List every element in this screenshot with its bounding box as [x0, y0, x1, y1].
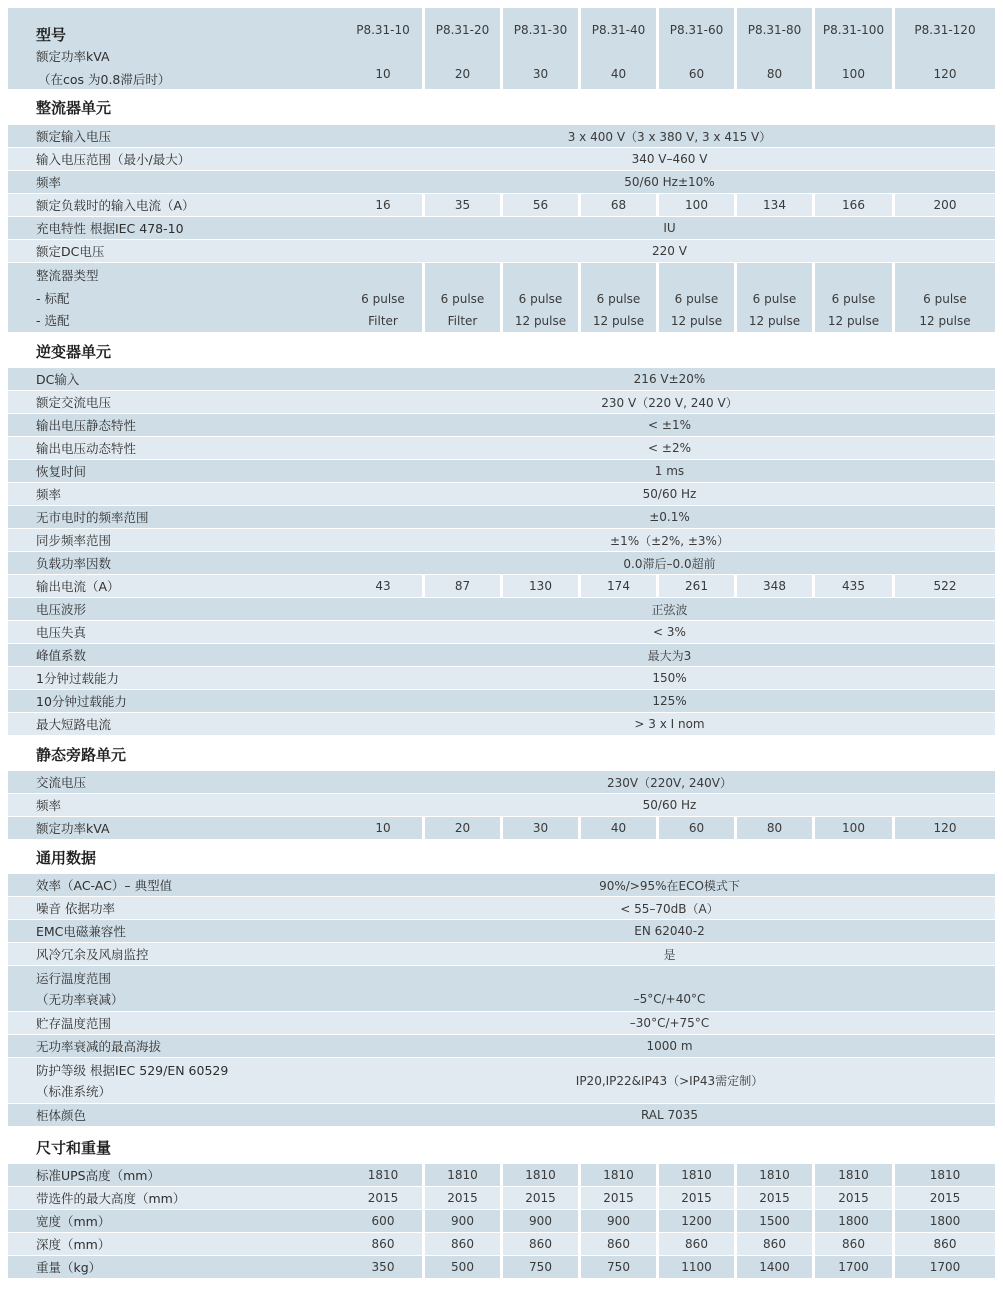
row-values — [344, 1187, 995, 1209]
bypass-table — [8, 771, 995, 839]
value-cell: 2015 — [578, 1187, 656, 1209]
row-values — [344, 771, 995, 793]
value-cell: 900 — [500, 1210, 578, 1232]
row-label: 额定DC电压 — [36, 244, 105, 259]
header-cos-note: （在cos 为0.8滞后时） — [38, 72, 171, 87]
row-values — [344, 460, 995, 482]
rectifier-opt-value: 12 pulse — [592, 314, 645, 328]
value-cell: 100 — [656, 194, 734, 216]
row-label: 频率 — [36, 487, 62, 502]
table-row — [8, 1104, 995, 1126]
row-values — [344, 148, 995, 170]
span-value: 230 V（220 V, 240 V） — [601, 395, 738, 410]
row-values — [344, 1012, 995, 1034]
table-row — [8, 125, 995, 147]
table-row — [8, 460, 995, 482]
value-cell: 20 — [422, 817, 500, 839]
table-row — [8, 713, 995, 735]
model-name: P8.31-60 — [669, 23, 724, 37]
value-cell: 750 — [500, 1256, 578, 1278]
value-cell: 134 — [734, 194, 812, 216]
rectifier-opt-value: 12 pulse — [919, 314, 971, 328]
general-table — [8, 874, 995, 1126]
row-label: 1分钟过载能力 — [36, 671, 119, 686]
row-values — [344, 794, 995, 816]
header-model-columns — [344, 8, 995, 89]
value-cell: 2015 — [734, 1187, 812, 1209]
row-label: 额定功率kVA — [36, 821, 110, 836]
model-column — [344, 8, 422, 89]
rectifier-type-values — [344, 263, 995, 332]
row-values — [344, 874, 995, 896]
table-row — [8, 897, 995, 919]
table-row — [8, 1164, 995, 1186]
table-row — [8, 391, 995, 413]
row-label: 输出电压静态特性 — [36, 418, 137, 433]
row-label: 输入电压范围（最小/最大） — [36, 152, 191, 167]
row-label: 电压失真 — [36, 625, 87, 640]
value-cell: 30 — [500, 817, 578, 839]
rectifier-type-label: 整流器类型 — [36, 268, 99, 283]
row-label: 额定交流电压 — [36, 395, 112, 410]
table-row — [8, 506, 995, 528]
span-value: RAL 7035 — [640, 1108, 699, 1122]
model-column — [656, 8, 734, 89]
rectifier-opt-label: - 选配 — [36, 313, 70, 328]
span-value: 最大为3 — [647, 648, 692, 663]
model-column — [422, 8, 500, 89]
span-value: 是 — [663, 947, 676, 962]
value-cell: 1810 — [500, 1164, 578, 1186]
model-header — [8, 8, 995, 89]
table-row — [8, 920, 995, 942]
row-values — [344, 897, 995, 919]
row-label: 重量（kg） — [36, 1260, 102, 1275]
rectifier-type-cell — [500, 263, 578, 332]
row-label: 深度（mm） — [36, 1237, 111, 1252]
model-kva: 120 — [933, 67, 957, 81]
table-row — [8, 217, 995, 239]
row-values — [344, 529, 995, 551]
section-title-inverter: 逆变器单元 — [36, 343, 112, 361]
row-values — [344, 483, 995, 505]
table-row — [8, 552, 995, 574]
row-label — [8, 966, 344, 1011]
row-label: 柜体颜色 — [36, 1108, 87, 1123]
value-cell: 80 — [734, 817, 812, 839]
row-label: 额定负载时的输入电流（A） — [36, 198, 195, 213]
value-cell: 40 — [578, 817, 656, 839]
value-cell: 860 — [892, 1233, 995, 1255]
span-value: 50/60 Hz±10% — [624, 175, 715, 189]
row-label: 无市电时的频率范围 — [36, 510, 149, 525]
value-cell: 600 — [371, 1214, 395, 1228]
row-values — [344, 125, 995, 147]
row-label: 额定输入电压 — [36, 129, 112, 144]
row-label — [8, 263, 344, 332]
section-title-general: 通用数据 — [36, 849, 97, 867]
row-values — [344, 552, 995, 574]
row-values — [344, 1210, 995, 1232]
table-row — [8, 1035, 995, 1057]
table-row — [8, 943, 995, 965]
span-value: 1000 m — [646, 1039, 693, 1053]
row-label: 同步频率范围 — [36, 533, 112, 548]
table-row — [8, 771, 995, 793]
rectifier-type-cell — [656, 263, 734, 332]
row-values — [344, 414, 995, 436]
table-row — [8, 437, 995, 459]
table-row — [8, 667, 995, 689]
table-row — [8, 690, 995, 712]
row-label: 标准UPS高度（mm） — [36, 1168, 160, 1183]
span-value: –30°C/+75°C — [629, 1016, 710, 1030]
model-name: P8.31-80 — [747, 23, 802, 37]
row-values — [344, 1233, 995, 1255]
value-cell: 56 — [500, 194, 578, 216]
value-cell: 43 — [375, 579, 391, 593]
model-name: P8.31-100 — [822, 23, 885, 37]
value-cell: 860 — [578, 1233, 656, 1255]
row-values — [344, 437, 995, 459]
model-kva: 80 — [766, 67, 783, 81]
value-cell: 1700 — [892, 1256, 995, 1278]
rectifier-std-value: 6 pulse — [831, 292, 876, 306]
value-cell: 2015 — [656, 1187, 734, 1209]
value-cell: 1810 — [422, 1164, 500, 1186]
table-row — [8, 240, 995, 262]
value-cell: 261 — [656, 575, 734, 597]
rectifier-std-value: 6 pulse — [361, 292, 405, 306]
value-cell: 1810 — [367, 1168, 399, 1182]
section-title-rectifier: 整流器单元 — [36, 99, 112, 117]
span-value: 220 V — [652, 244, 687, 258]
row-label: 风冷冗余及风扇监控 — [36, 947, 149, 962]
table-row — [8, 483, 995, 505]
value-cell: 68 — [578, 194, 656, 216]
model-column — [812, 8, 892, 89]
rectifier-table — [8, 125, 995, 332]
row-label: 无功率衰减的最高海拔 — [36, 1039, 162, 1054]
dimensions-table — [8, 1164, 995, 1278]
table-row — [8, 966, 995, 1011]
table-row — [8, 414, 995, 436]
row-label: 充电特性 根据IEC 478-10 — [36, 221, 184, 236]
value-cell: 860 — [656, 1233, 734, 1255]
table-row — [8, 171, 995, 193]
span-value: IU — [663, 221, 676, 235]
rectifier-opt-value: 12 pulse — [827, 314, 880, 328]
model-name: P8.31-30 — [513, 23, 568, 37]
table-row — [8, 794, 995, 816]
span-value: 50/60 Hz — [642, 798, 697, 812]
value-cell: 1810 — [892, 1164, 995, 1186]
model-column — [892, 8, 995, 89]
span-value: < 3% — [653, 625, 686, 639]
row-values — [344, 217, 995, 239]
value-cell: 1810 — [656, 1164, 734, 1186]
table-row — [8, 148, 995, 170]
row-values — [344, 368, 995, 390]
span-value: 50/60 Hz — [642, 487, 697, 501]
header-title: 型号 — [36, 26, 67, 44]
row-values — [344, 817, 995, 839]
value-cell: 1100 — [656, 1256, 734, 1278]
model-kva: 30 — [532, 67, 549, 81]
table-row — [8, 263, 995, 332]
table-row — [8, 1058, 995, 1103]
row-values — [344, 506, 995, 528]
value-cell: 2015 — [892, 1187, 995, 1209]
rectifier-opt-value: Filter — [447, 314, 478, 328]
value-cell: 860 — [734, 1233, 812, 1255]
table-row — [8, 529, 995, 551]
span-value: 230V（220V, 240V） — [607, 775, 732, 790]
value-cell: 1810 — [734, 1164, 812, 1186]
value-cell: 87 — [422, 575, 500, 597]
value-cell: 1810 — [812, 1164, 892, 1186]
span-value: 216 V±20% — [633, 372, 706, 386]
value-cell: 350 — [371, 1260, 395, 1274]
row-values — [344, 644, 995, 666]
row-label: 10分钟过载能力 — [36, 694, 127, 709]
table-row — [8, 1012, 995, 1034]
row-values — [344, 667, 995, 689]
rectifier-std-value: 6 pulse — [752, 292, 797, 306]
model-column — [500, 8, 578, 89]
value-cell: 130 — [500, 575, 578, 597]
row-values — [344, 713, 995, 735]
row-values — [344, 690, 995, 712]
model-name: P8.31-20 — [435, 23, 490, 37]
rectifier-opt-value: Filter — [368, 314, 398, 328]
value-cell: 200 — [892, 194, 995, 216]
span-value: 1 ms — [654, 464, 685, 478]
table-row — [8, 598, 995, 620]
row-label: 效率（AC-AC）– 典型值 — [36, 878, 173, 893]
span-value: 90%/>95%在ECO模式下 — [599, 878, 740, 893]
temp-value: –5°C/+40°C — [633, 992, 706, 1006]
value-cell: 10 — [375, 821, 391, 835]
span-value: < 55–70dB（A） — [620, 901, 719, 916]
table-row — [8, 1187, 995, 1209]
value-cell: 16 — [375, 198, 391, 212]
value-cell: 35 — [422, 194, 500, 216]
header-rated-power-label: 额定功率kVA — [36, 49, 110, 64]
row-label: 噪音 依据功率 — [36, 901, 115, 916]
value-cell: 900 — [578, 1210, 656, 1232]
table-row — [8, 575, 995, 597]
value-cell: 2015 — [367, 1191, 399, 1205]
model-name: P8.31-40 — [591, 23, 646, 37]
span-value: 0.0滞后–0.0超前 — [623, 556, 716, 571]
span-value: < ±1% — [648, 418, 691, 432]
rectifier-type-cell — [734, 263, 812, 332]
span-value: EN 62040-2 — [634, 924, 705, 938]
value-cell: 1800 — [812, 1210, 892, 1232]
row-values — [344, 943, 995, 965]
row-label: 最大短路电流 — [36, 717, 112, 732]
value-cell: 1800 — [892, 1210, 995, 1232]
row-values — [344, 1256, 995, 1278]
table-row — [8, 621, 995, 643]
row-label: EMC电磁兼容性 — [36, 924, 126, 939]
table-row — [8, 644, 995, 666]
row-values — [344, 171, 995, 193]
protection-value: IP20,IP22&IP43（>IP43需定制） — [575, 1074, 764, 1088]
span-value: < ±2% — [648, 441, 691, 455]
value-cell: 860 — [812, 1233, 892, 1255]
rectifier-opt-value: 12 pulse — [748, 314, 801, 328]
value-cell: 1810 — [578, 1164, 656, 1186]
value-cell: 500 — [422, 1256, 500, 1278]
rectifier-std-value: 6 pulse — [674, 292, 719, 306]
table-row — [8, 1210, 995, 1232]
row-label: 电压波形 — [36, 602, 87, 617]
row-label: 恢复时间 — [36, 464, 87, 479]
header-label — [8, 8, 344, 89]
rectifier-type-cell — [344, 263, 422, 332]
span-value: ±1%（±2%, ±3%） — [610, 533, 729, 548]
model-column — [734, 8, 812, 89]
section-title-dimensions: 尺寸和重量 — [36, 1139, 112, 1157]
value-cell: 522 — [892, 575, 995, 597]
model-name: P8.31-10 — [356, 23, 410, 37]
rectifier-opt-value: 12 pulse — [514, 314, 567, 328]
value-cell: 2015 — [422, 1187, 500, 1209]
value-cell: 60 — [656, 817, 734, 839]
model-kva: 100 — [842, 67, 865, 81]
temp-label: 运行温度范围 — [36, 971, 112, 986]
value-cell: 100 — [812, 817, 892, 839]
row-values — [344, 920, 995, 942]
row-label: 带选件的最大高度（mm） — [36, 1191, 186, 1206]
inverter-table — [8, 368, 995, 735]
header-row — [8, 8, 995, 89]
value-cell: 2015 — [500, 1187, 578, 1209]
span-value: 340 V–460 V — [631, 152, 708, 166]
row-values — [344, 391, 995, 413]
rectifier-std-value: 6 pulse — [596, 292, 641, 306]
row-values — [344, 240, 995, 262]
value-cell: 166 — [812, 194, 892, 216]
row-label: DC输入 — [36, 372, 80, 387]
row-label: 频率 — [36, 798, 62, 813]
section-title-bypass: 静态旁路单元 — [36, 746, 127, 764]
value-cell: 900 — [422, 1210, 500, 1232]
row-label: 交流电压 — [36, 775, 87, 790]
row-values — [344, 598, 995, 620]
span-value: 3 x 400 V（3 x 380 V, 3 x 415 V） — [567, 129, 772, 144]
value-cell: 1200 — [656, 1210, 734, 1232]
rectifier-std-label: - 标配 — [36, 290, 70, 306]
span-value: 150% — [652, 671, 687, 685]
table-row — [8, 194, 995, 216]
model-kva: 20 — [454, 67, 471, 81]
temp-note: （无功率衰减） — [36, 992, 124, 1007]
row-values — [344, 194, 995, 216]
model-column — [578, 8, 656, 89]
row-label — [8, 1058, 344, 1103]
protection-note: （标准系统） — [36, 1084, 112, 1099]
value-cell: 1700 — [812, 1256, 892, 1278]
row-label: 负载功率因数 — [36, 556, 112, 571]
row-label: 峰值系数 — [36, 648, 87, 663]
rectifier-std-value: 6 pulse — [923, 292, 967, 306]
row-label: 贮存温度范围 — [36, 1016, 112, 1031]
model-kva: 10 — [375, 67, 391, 81]
model-kva: 60 — [688, 67, 705, 81]
value-cell: 1400 — [734, 1256, 812, 1278]
row-label: 频率 — [36, 175, 62, 190]
rectifier-std-value: 6 pulse — [518, 292, 563, 306]
value-cell: 348 — [734, 575, 812, 597]
rectifier-type-cell — [892, 263, 995, 332]
row-values — [344, 621, 995, 643]
value-cell: 1500 — [734, 1210, 812, 1232]
span-value: 125% — [652, 694, 687, 708]
value-cell: 860 — [371, 1237, 395, 1251]
row-values — [344, 1164, 995, 1186]
rectifier-type-cell — [578, 263, 656, 332]
row-label: 宽度（mm） — [36, 1214, 111, 1229]
value-cell: 860 — [422, 1233, 500, 1255]
table-row — [8, 817, 995, 839]
table-row — [8, 1233, 995, 1255]
row-values — [344, 575, 995, 597]
value-cell: 860 — [500, 1233, 578, 1255]
value-cell: 2015 — [812, 1187, 892, 1209]
value-cell: 750 — [578, 1256, 656, 1278]
row-values — [344, 1035, 995, 1057]
table-row — [8, 874, 995, 896]
model-name: P8.31-120 — [914, 23, 976, 37]
table-row — [8, 1256, 995, 1278]
table-row — [8, 368, 995, 390]
rectifier-type-cell — [812, 263, 892, 332]
rectifier-opt-value: 12 pulse — [670, 314, 723, 328]
row-label: 输出电流（A） — [36, 579, 120, 594]
value-cell: 120 — [892, 817, 995, 839]
span-value: > 3 x I nom — [634, 717, 705, 731]
span-value: 正弦波 — [651, 602, 688, 617]
protection-label: 防护等级 根据IEC 529/EN 60529 — [36, 1063, 229, 1078]
value-cell: 174 — [578, 575, 656, 597]
rectifier-type-cell — [422, 263, 500, 332]
rectifier-std-value: 6 pulse — [440, 292, 485, 306]
value-cell: 435 — [812, 575, 892, 597]
span-value: ±0.1% — [649, 510, 690, 524]
row-label: 输出电压动态特性 — [36, 441, 137, 456]
model-kva: 40 — [610, 67, 627, 81]
